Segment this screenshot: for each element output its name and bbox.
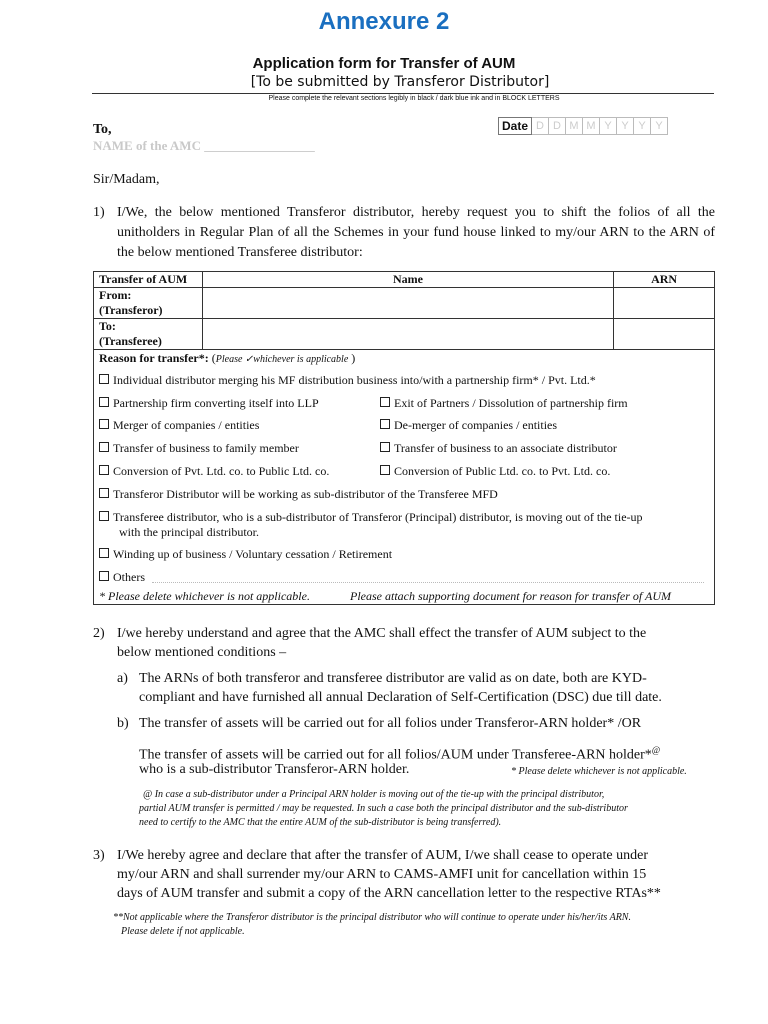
to-label: To: bbox=[99, 319, 116, 333]
checkbox[interactable] bbox=[99, 548, 109, 558]
date-cell-day-2[interactable]: D bbox=[549, 117, 566, 135]
reason-label: Transferee distributor, who is a sub-distributor of Transferor (Principal) distributor, is moving out of the tie-up bbox=[113, 510, 643, 524]
amc-name-field[interactable]: NAME of the AMC _________________ bbox=[93, 138, 315, 153]
transferor-name-input[interactable] bbox=[202, 288, 613, 319]
at-note-line-3: need to certify to the AMC that the entire AUM of the sub-distributor is being transferred). bbox=[139, 817, 502, 828]
checkbox[interactable] bbox=[380, 442, 390, 452]
reason-option-3a[interactable] bbox=[99, 418, 259, 433]
condition-b-line-2-text: The transfer of assets will be carried out for all folios/AUM under Transferee-ARN holder* bbox=[139, 747, 652, 763]
reason-label: Conversion of Public Ltd. co. to Pvt. Ltd. co. bbox=[394, 464, 611, 478]
reason-label: Exit of Partners / Dissolution of partnership firm bbox=[394, 396, 628, 410]
at-note-line-1: @ In case a sub-distributor under a Principal ARN holder is moving out of the tie-up with the principal distributor, bbox=[143, 789, 605, 800]
section-2-line-1: I/we hereby understand and agree that the AMC shall effect the transfer of AUM subject to the bbox=[117, 626, 647, 641]
reason-option-others[interactable] bbox=[99, 570, 145, 585]
date-label: Date bbox=[498, 117, 532, 135]
at-superscript: @ bbox=[651, 745, 661, 755]
address-to: To, bbox=[93, 122, 112, 137]
reason-label: Individual distributor merging his MF distribution business into/with a partnership firm* / Pvt. Ltd.* bbox=[113, 373, 596, 387]
date-cell-month-1[interactable]: M bbox=[566, 117, 583, 135]
col-name-header: Name bbox=[202, 272, 613, 288]
date-cell-day-1[interactable]: D bbox=[532, 117, 549, 135]
section-3-line-3: days of AUM transfer and submit a copy of the ARN cancellation letter to the respective RTAs** bbox=[117, 886, 661, 901]
reason-title: Reason for transfer*: bbox=[99, 351, 209, 365]
checkbox[interactable] bbox=[99, 488, 109, 498]
reason-hint: Please ✓whichever is applicable bbox=[215, 354, 349, 365]
condition-a-line-1: The ARNs of both transferor and transferee distributor are valid as on date, both are KYD- bbox=[139, 671, 647, 686]
transferee-name-input[interactable] bbox=[202, 319, 613, 350]
transfer-table bbox=[93, 271, 715, 605]
section-3-number: 3) bbox=[93, 848, 105, 863]
reasons-section bbox=[94, 350, 714, 604]
col-arn-header: ARN bbox=[614, 272, 715, 288]
reason-option-1[interactable] bbox=[99, 373, 596, 388]
reason-option-4b[interactable] bbox=[380, 441, 617, 456]
at-note-line-2: partial AUM transfer is permitted / may be requested. In such a case both the principal distributor and the sub-distributor bbox=[139, 803, 628, 814]
section-2-line-2: below mentioned conditions – bbox=[117, 645, 287, 660]
reason-label: Conversion of Pvt. Ltd. co. to Public Ltd. co. bbox=[113, 464, 330, 478]
checkbox[interactable] bbox=[99, 571, 109, 581]
checkbox[interactable] bbox=[99, 374, 109, 384]
from-sublabel: (Transferor) bbox=[99, 303, 163, 317]
section-2-number: 2) bbox=[93, 626, 105, 641]
condition-b-note: * Please delete whichever is not applicable. bbox=[511, 766, 687, 777]
reason-option-5b[interactable] bbox=[380, 464, 610, 479]
section-1 bbox=[93, 203, 715, 263]
date-field[interactable] bbox=[498, 117, 668, 134]
section-3-note-1: **Not applicable where the Transferor distributor is the principal distributor who will continue to operate under his/her/its ARN. bbox=[113, 912, 631, 923]
reason-option-8[interactable] bbox=[99, 547, 392, 562]
reason-option-7-cont: with the principal distributor. bbox=[119, 525, 259, 539]
reason-label: Winding up of business / Voluntary cessation / Retirement bbox=[113, 547, 393, 561]
reason-option-4a[interactable] bbox=[99, 441, 299, 456]
section-1-text: I/We, the below mentioned Transferor distributor, hereby request you to shift the folios of all the unitholders in Regular Plan of all the Schemes in your fund house linked to my/our ARN to the ARN of the below mentioned Transferee distributor: bbox=[117, 205, 715, 260]
date-cell-year-1[interactable]: Y bbox=[600, 117, 617, 135]
checkbox[interactable] bbox=[99, 419, 109, 429]
reason-option-2b[interactable] bbox=[380, 396, 628, 411]
condition-a-line-2: compliant and have furnished all annual Declaration of Self-Certification (DSC) due till date. bbox=[139, 690, 662, 705]
from-label: From: bbox=[99, 288, 132, 302]
reason-heading: Reason for transfer*: (Please ✓whichever is applicable ) bbox=[99, 351, 356, 365]
transferee-arn-input[interactable] bbox=[614, 319, 715, 350]
section-3-line-1: I/We hereby agree and declare that after the transfer of AUM, I/we shall cease to operate under bbox=[117, 848, 649, 863]
checkbox[interactable] bbox=[99, 465, 109, 475]
checkbox[interactable] bbox=[380, 397, 390, 407]
reason-label: De-merger of companies / entities bbox=[394, 418, 558, 432]
reason-label: Others bbox=[113, 570, 145, 584]
reason-option-5a[interactable] bbox=[99, 464, 329, 479]
col-transfer-header: Transfer of AUM bbox=[94, 272, 203, 288]
condition-a-label: a) bbox=[117, 671, 128, 686]
reason-label: Transfer of business to an associate distributor bbox=[394, 441, 617, 455]
reason-option-7[interactable] bbox=[99, 510, 643, 525]
to-row-label bbox=[94, 319, 203, 350]
section-1-number: 1) bbox=[93, 205, 105, 220]
reason-option-3b[interactable] bbox=[380, 418, 557, 433]
date-cell-month-2[interactable]: M bbox=[583, 117, 600, 135]
table-footnote-left: * Please delete whichever is not applicable. bbox=[99, 589, 310, 603]
table-footnote-right: Please attach supporting document for reason for transfer of AUM bbox=[350, 589, 671, 603]
annexure-heading: Annexure 2 bbox=[318, 8, 450, 35]
others-input-line[interactable] bbox=[152, 582, 704, 583]
reason-label: Transferor Distributor will be working as sub-distributor of the Transferee MFD bbox=[113, 487, 498, 501]
date-cell-year-2[interactable]: Y bbox=[617, 117, 634, 135]
form-title: Application form for Transfer of AUM bbox=[252, 55, 516, 72]
section-3-note-2: Please delete if not applicable. bbox=[121, 926, 245, 937]
from-row-label bbox=[94, 288, 203, 319]
form-instruction: Please complete the relevant sections legibly in black / dark blue ink and in BLOCK LETTERS bbox=[268, 95, 560, 102]
reason-label: Partnership firm converting itself into LLP bbox=[113, 396, 319, 410]
section-3-line-2: my/our ARN and shall surrender my/our ARN to CAMS-AMFI unit for cancellation within 15 bbox=[117, 867, 647, 882]
reason-option-6[interactable] bbox=[99, 487, 498, 502]
condition-b-line-1: The transfer of assets will be carried out for all folios under Transferor-ARN holder* /OR bbox=[139, 716, 642, 731]
date-cell-year-3[interactable]: Y bbox=[634, 117, 651, 135]
reason-option-2a[interactable] bbox=[99, 396, 319, 411]
checkbox[interactable] bbox=[380, 465, 390, 475]
to-sublabel: (Transferee) bbox=[99, 334, 162, 348]
date-cell-year-4[interactable]: Y bbox=[651, 117, 668, 135]
reason-label: Merger of companies / entities bbox=[113, 418, 260, 432]
transferor-arn-input[interactable] bbox=[614, 288, 715, 319]
salutation: Sir/Madam, bbox=[93, 172, 160, 187]
header-divider bbox=[92, 93, 714, 94]
checkbox[interactable] bbox=[99, 397, 109, 407]
checkbox[interactable] bbox=[380, 419, 390, 429]
checkbox[interactable] bbox=[99, 511, 109, 521]
condition-b-label: b) bbox=[117, 716, 129, 731]
reason-label: Transfer of business to family member bbox=[113, 441, 299, 455]
form-subtitle: [To be submitted by Transferor Distributor] bbox=[250, 74, 550, 90]
condition-b-line-3: who is a sub-distributor Transferor-ARN holder. bbox=[139, 762, 410, 777]
checkbox[interactable] bbox=[99, 442, 109, 452]
